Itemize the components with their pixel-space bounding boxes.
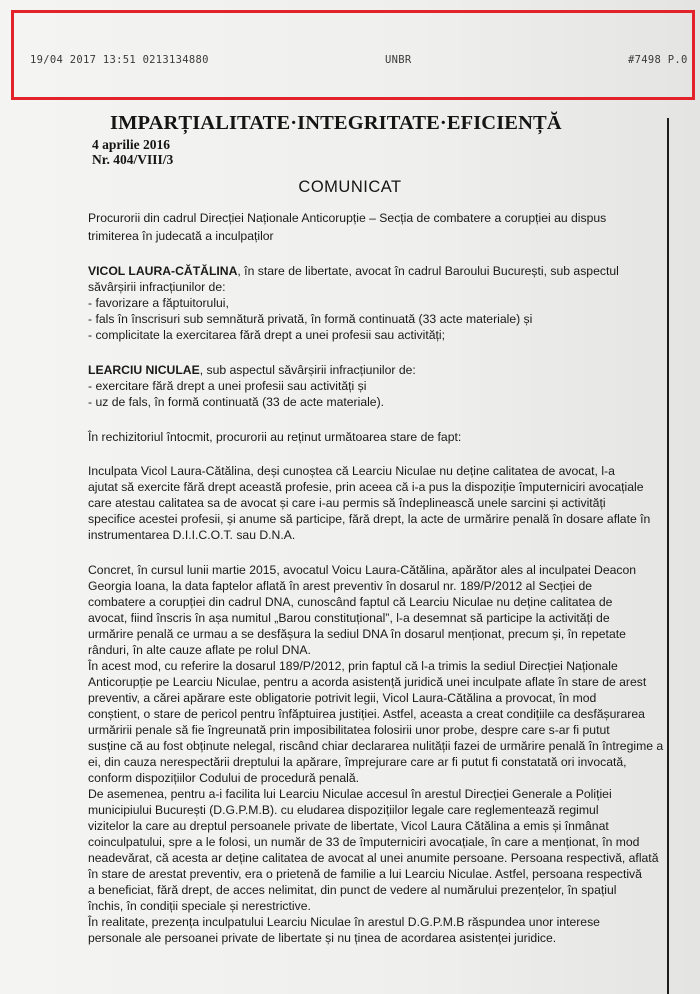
body-line [88,739,663,754]
body-line [88,395,384,410]
body-line-text: Procurorii din cadrul Direcției Naționale Anticorupție – Secția de combatere a corupției au dispus [88,211,607,225]
body-line-text: avocat, fiind înscris în așa numitul „Barou constituțional”, l-a desemnat să participe la activități de [88,611,610,625]
body-line [88,867,642,882]
body-line [88,229,274,244]
body-line-text: - favorizare a făptuitorului, [88,296,229,310]
body-line [88,363,416,378]
body-line-text: - exercitare fără drept a unei profesii sau activități și [88,379,367,393]
document-motto: IMPARȚIALITATE·INTEGRITATE·EFICIENȚĂ [110,112,562,134]
body-line-text: preventiv, a cărei apărare este obligatorie potrivit legii, Vicol Laura-Cătălina a provocat, în mod [88,691,597,705]
body-line [88,643,311,658]
body-line [88,899,311,914]
body-line-text: - fals în înscrisuri sub semnătură privată, în formă continuată (33 acte materiale) și [88,312,533,326]
body-line [88,883,616,898]
body-line-text: ajutat să exercite fără drept această profesie, prin aceea că i-a pus la dispoziție împuterniciri avocațiale [88,480,644,494]
body-line [88,211,606,226]
body-line-text: În realitate, prezența inculpatului Learciu Niculae în arestul D.G.P.M.B răspundea unor interese [88,915,600,929]
body-line [88,611,610,626]
body-line [88,915,600,930]
body-line-text: săvârșirii infracțiunilor de: [88,280,226,294]
body-line-text: - complicitate la exercitarea fără drept a unei profesii sau activități; [88,328,445,342]
body-line-text: Inculpata Vicol Laura-Cătălina, deși cunoștea că Learciu Niculae nu deține calitatea de avocat, l-a [88,464,615,478]
body-line [88,464,615,479]
body-line [88,707,645,722]
body-line-text: , sub aspectul săvârșirii infracțiunilor de: [199,363,416,377]
body-line-text: trimiterea în judecată a inculpaților [88,229,274,243]
body-line [88,563,636,578]
body-line-text: municipiului București (D.G.P.M.B). cu eludarea dispozițiilor legale care reglementează regimul [88,803,599,817]
body-line [88,627,626,642]
body-line-text: instrumentarea D.I.I.C.O.T. sau D.N.A. [88,528,296,542]
body-line-text: coinculpatului, spre a le folosi, un număr de 33 de împuterniciri avocațiale, în care a menționat, în mod [88,835,640,849]
body-line-text: conștient, o stare de pericol pentru înfăptuirea justiției. Astfel, aceasta a creat condițiile ca desfășurarea [88,707,645,721]
body-line [88,280,226,295]
body-line [88,595,612,610]
body-line [88,755,627,770]
body-line-text: vizitelor la care au dreptul persoanele private de libertate, Vicol Laura Cătălina a emis și înmânat [88,819,609,833]
document-number: Nr. 404/VIII/3 [92,152,174,167]
body-line [88,835,639,850]
body-line [88,312,532,327]
body-line [88,328,445,343]
body-line [88,931,556,946]
body-line [88,579,592,594]
defendant-name: VICOL LAURA-CĂTĂLINA [88,264,238,278]
body-line-text: conform dispozițiilor Codului de procedură penală. [88,771,359,785]
body-line [88,512,650,527]
fax-header-page: #7498 P.0 [628,54,688,66]
body-line-text: personale ale persoanei private de libertate și nu ținea de acordarea asistenței juridice. [88,931,557,945]
document-heading: COMUNICAT [298,178,402,196]
body-line [88,851,658,866]
body-line-text: Georgia Ioana, la data faptelor aflată în arest preventiv în dosarul nr. 189/P/2012 al Secției de [88,579,593,593]
body-line [88,430,461,445]
body-line-text: urmăririi penale să fie îngreunată prin imposibilitatea folosirii unor probe, despre care s-ar fi putut [88,723,610,737]
body-line-text: închis, în condiții speciale și nerestrictive. [88,899,311,913]
body-line-text: combatere a corupției din cadrul DNA, cunoscând faptul că Learciu Niculae nu deține calitatea de [88,595,613,609]
body-line [88,787,612,802]
body-line-text: Concret, în cursul lunii martie 2015, avocatul Voicu Laura-Cătălina, apărător ales al inculpatei Deacon [88,563,637,577]
body-line-text: În rechizitoriul întocmit, procurorii au reținut următoarea stare de fapt: [88,430,462,444]
body-line-text: În acest mod, cu referire la dosarul 189/P/2012, prin faptul că l-a trimis la sediul Direcției Naționale [88,659,618,673]
fax-header-sender: UNBR [385,54,412,66]
body-line [88,659,618,674]
defendant-name: LEARCIU NICULAE [88,363,200,377]
body-line-text: neadevărat, că acesta ar deține calitatea de avocat al unei anumite persoane. Persoana respectivă, aflată [88,851,659,865]
body-line [88,771,359,786]
body-line-text: ei, din cauza nerespectării dreptului la apărare, împrejurare care ar fi putut fi constatată ori invocată, [88,755,627,769]
fax-header-datetime: 19/04 2017 13:51 0213134880 [30,54,209,66]
body-line-text: - uz de fals, în formă continuată (33 de acte materiale). [88,395,385,409]
body-line [88,264,619,279]
body-line [88,691,596,706]
body-line [88,379,366,394]
body-line-text: a beneficiat, fără drept, de acces nelimitat, din punct de vedere al numărului prezențelor, în spațiul [88,883,617,897]
body-line-text: , în stare de libertate, avocat în cadrul Baroului București, sub aspectul [237,264,619,278]
body-line [88,803,599,818]
body-line-text: urmărire penală ce urmau a se desfășura la sediul DNA în dosarul menționat, precum și, în repetate [88,627,626,641]
body-line [88,528,295,543]
body-line [88,480,644,495]
document-date: 4 aprilie 2016 [92,137,170,152]
body-line [88,675,646,690]
body-line-text: specifice acestei profesii, și anume să participe, fără drept, la acte de urmărire penală în dosare aflate în [88,512,651,526]
paper-edge [667,118,669,994]
body-line [88,723,610,738]
body-line-text: în stare de arestat preventiv, era o prietenă de familie a lui Learciu Niculae. Astfel, persoana respectivă [88,867,642,881]
body-line [88,496,606,511]
body-line-text: susține că au fost obținute nelegal, riscând chiar declararea nulității fazei de urmărire penală în întregime a [88,739,664,753]
body-line [88,296,229,311]
body-line-text: De asemenea, pentru a-i facilita lui Learciu Niculae accesul în arestul Direcției Generale a Poliției [88,787,612,801]
body-line-text: rânduri, în alte cauze aflate pe rolul DNA. [88,643,311,657]
body-line-text: care atestau calitatea sa de avocat și care i-au permis să îndeplinească unele sarcini și activități [88,496,606,510]
body-line [88,819,609,834]
body-line-text: Anticorupție pe Learciu Niculae, pentru a acorda asistență juridică unei inculpate aflate în stare de arest [88,675,647,689]
